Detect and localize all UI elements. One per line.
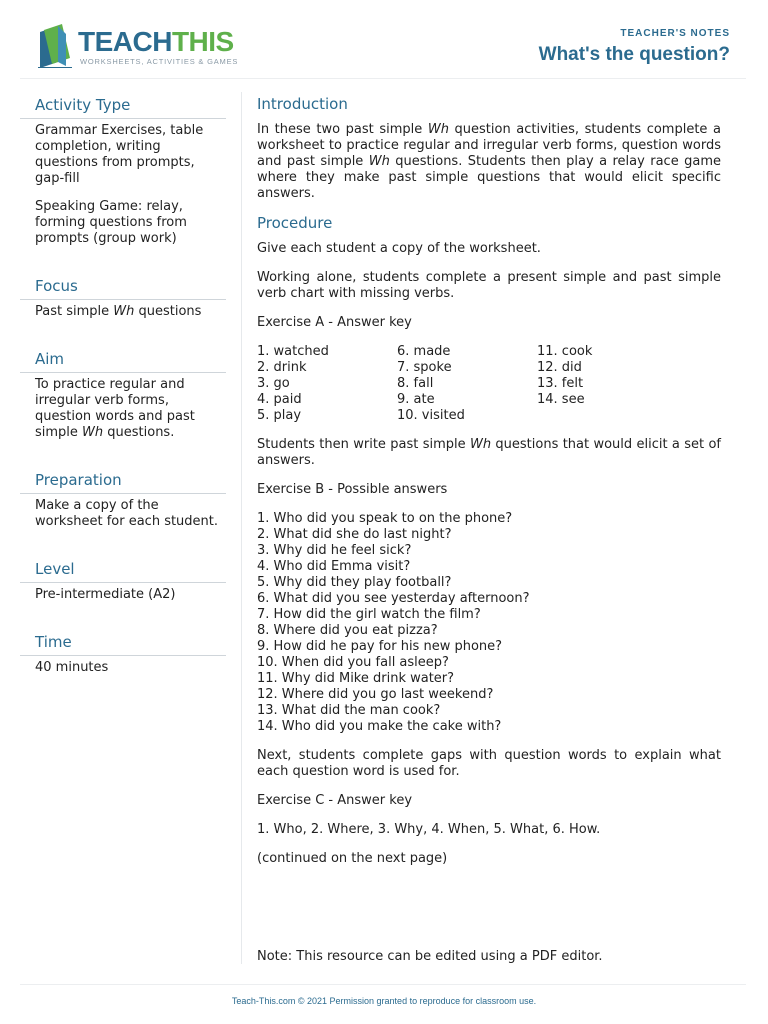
activity-type-text-1: Grammar Exercises, table completion, writing questions from prompts, gap-fill [35,123,204,186]
preparation-heading: Preparation [20,467,226,494]
procedure-heading: Procedure [257,214,333,232]
exercise-a-answers [257,344,721,424]
list-item: 10. When did you fall asleep? [257,655,449,670]
list-item: 3. go [257,376,290,391]
list-item: 12. Where did you go last weekend? [257,687,494,702]
list-item: 3. Why did he feel sick? [257,543,412,558]
exercise-b-label: Exercise B - Possible answers [257,482,448,497]
list-item: 6. What did you see yesterday afternoon? [257,591,530,606]
page-header [0,0,768,78]
procedure-step-then: Students then write past simple Wh questions that would elicit a set of answers. [257,437,721,468]
time-text: 40 minutes [35,660,109,675]
activity-type-heading: Activity Type [20,92,226,119]
list-item: 4. paid [257,392,302,407]
exercise-c-label: Exercise C - Answer key [257,793,413,808]
list-item: 9. ate [397,392,435,407]
list-item: 12. did [537,360,582,375]
teach-this-logo [36,24,239,70]
continued-note: (continued on the next page) [257,851,448,866]
activity-type-text-2: Speaking Game: relay, forming questions from prompts (group work) [35,199,187,246]
aim-section [20,346,226,441]
list-item: 6. made [397,344,451,359]
list-item: 7. spoke [397,360,452,375]
level-section [20,556,226,603]
logo-wordmark: TEACHTHIS [78,26,234,57]
preparation-section [20,467,226,530]
logo-tagline: WORKSHEETS, ACTIVITIES & GAMES [80,57,239,66]
list-item: 11. Why did Mike drink water? [257,671,455,686]
list-item: 5. play [257,408,302,423]
list-item: 4. Who did Emma visit? [257,559,411,574]
procedure-step-give: Give each student a copy of the worksheet. [257,241,541,256]
pdf-editor-note: Note: This resource can be edited using a PDF editor. [257,949,603,964]
exercise-a-label: Exercise A - Answer key [257,315,412,330]
list-item: 10. visited [397,408,465,423]
exercise-b-answers [257,511,721,735]
procedure-step-next: Next, students complete gaps with question words to explain what each question word is used for. [257,748,721,779]
list-item: 2. What did she do last night? [257,527,452,542]
header-divider [20,78,746,79]
aim-heading: Aim [20,346,226,373]
document-title: What's the question? [538,44,730,65]
footer-copyright: Teach-This.com © 2021 Permission granted to reproduce for classroom use. [231,996,537,1006]
list-item: 2. drink [257,360,307,375]
list-item: 5. Why did they play football? [257,575,452,590]
list-item: 13. What did the man cook? [257,703,441,718]
list-item: 11. cook [537,344,593,359]
time-heading: Time [20,629,226,656]
level-heading: Level [20,556,226,583]
list-item: 1. Who did you speak to on the phone? [257,511,513,526]
list-item: 8. fall [397,376,434,391]
activity-type-section [20,92,226,247]
list-item: 14. see [537,392,585,407]
introduction-heading: Introduction [257,95,348,113]
aim-text: To practice regular and irregular verb forms, question words and past simple Wh questions. [35,377,195,440]
list-item: 7. How did the girl watch the film? [257,607,481,622]
sidebar [20,92,226,688]
list-item: 1. watched [257,344,329,359]
list-item: 9. How did he pay for his new phone? [257,639,503,654]
focus-section [20,273,226,320]
teachers-notes-label: TEACHER'S NOTES [620,28,730,39]
list-item: 14. Who did you make the cake with? [257,719,502,734]
exercise-a-column-1 [257,344,397,424]
focus-heading: Focus [20,273,226,300]
exercise-a-column-3 [537,344,677,424]
introduction-text: In these two past simple Wh question activities, students complete a worksheet to practice regular and irregular verb forms, question words and past simple Wh questions. Students then play a relay race game where they make past simple questions that would elicit specific answers. [257,122,722,201]
exercise-a-column-2 [397,344,537,424]
book-icon [36,24,76,68]
footer-divider [20,984,746,985]
time-section [20,629,226,676]
procedure-step-working: Working alone, students complete a present simple and past simple verb chart with missing verbs. [257,270,721,301]
column-divider [241,92,242,964]
main-content [257,92,721,880]
exercise-c-answers: 1. Who, 2. Where, 3. Why, 4. When, 5. What, 6. How. [257,822,601,837]
focus-text: Past simple Wh questions [35,304,202,319]
preparation-text: Make a copy of the worksheet for each student. [35,498,219,529]
list-item: 8. Where did you eat pizza? [257,623,438,638]
list-item: 13. felt [537,376,584,391]
level-text: Pre-intermediate (A2) [35,587,176,602]
